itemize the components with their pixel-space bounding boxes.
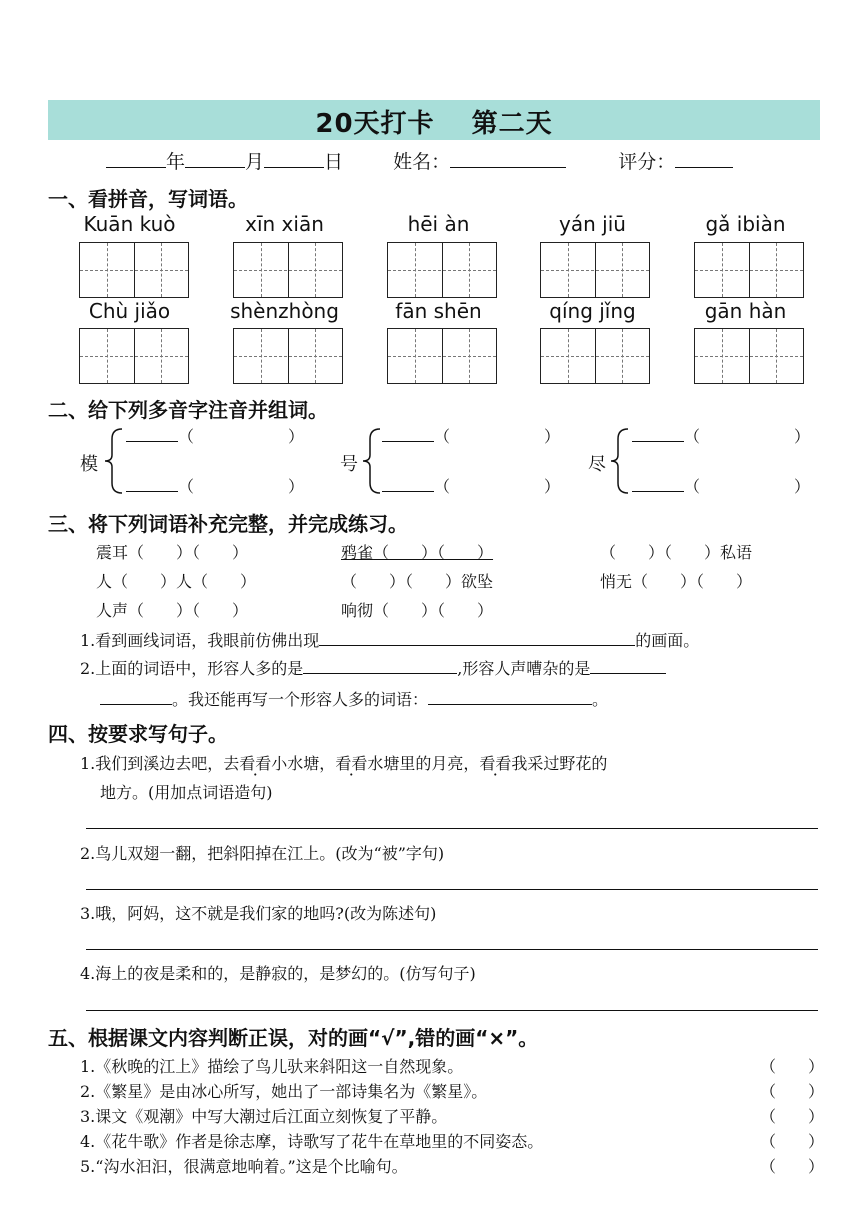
writing-grid[interactable]	[540, 242, 650, 298]
polyphone-char: 尽	[588, 454, 606, 475]
answer-blank[interactable]	[319, 644, 635, 646]
pinyin-2-5: gān hàn	[704, 299, 787, 323]
answer-line[interactable]	[86, 828, 818, 829]
year-blank[interactable]	[106, 166, 166, 168]
judge-paren[interactable]: （ ）	[760, 1082, 825, 1101]
exercise-3-2-cont: 。我还能再写一个形容人多的词语： 。	[100, 687, 608, 710]
idiom-item[interactable]: （ ）（ ）私语	[600, 543, 753, 562]
answer-line[interactable]	[86, 949, 818, 950]
sentence-task-1: 1.我们到溪边去吧，去看看小水塘，看看水塘里的月亮，看看我采过野花的	[80, 754, 608, 773]
section-3-heading: 三、将下列词语补充完整，并完成练习。	[48, 512, 408, 536]
judge-paren[interactable]: （ ）	[760, 1132, 825, 1151]
idiom-item[interactable]: 鸦雀（ ）（ ）	[341, 543, 494, 562]
answer-blank[interactable]	[303, 672, 457, 674]
polyphone-char: 模	[80, 454, 98, 475]
day-blank[interactable]	[264, 166, 324, 168]
section-5-heading: 五、根据课文内容判断正误，对的画“√”,错的画“×”。	[48, 1026, 539, 1050]
brace-icon	[360, 427, 382, 495]
section-1-heading: 一、看拼音，写词语。	[48, 187, 248, 211]
brace-icon	[102, 427, 124, 495]
section-4-heading: 四、按要求写句子。	[48, 722, 228, 746]
page-title: 20天打卡 第二天	[315, 109, 553, 139]
writing-grid[interactable]	[79, 242, 189, 298]
polyphone-blank-row[interactable]: （ ）	[126, 424, 304, 447]
answer-blank[interactable]	[590, 672, 666, 674]
exercise-3-2: 2.上面的词语中，形容人多的是 ,形容人声嘈杂的是	[80, 656, 666, 679]
polyphone-blank-row[interactable]: （ ）	[382, 474, 560, 497]
sentence-task-4: 4.海上的夜是柔和的，是静寂的，是梦幻的。(仿写句子)	[80, 964, 476, 983]
answer-line[interactable]	[86, 1010, 818, 1011]
writing-grid[interactable]	[233, 328, 343, 384]
pinyin-2-1: Chù jiǎo	[88, 299, 171, 323]
writing-grid[interactable]	[540, 328, 650, 384]
judge-paren[interactable]: （ ）	[760, 1057, 825, 1076]
score-blank[interactable]	[675, 166, 733, 168]
judge-paren[interactable]: （ ）	[760, 1157, 825, 1176]
sentence-task-2: 2.鸟儿双翅一翻，把斜阳掉在江上。(改为“被”字句)	[80, 844, 445, 863]
polyphone-blank-row[interactable]: （ ）	[632, 424, 810, 447]
exercise-3-1: 1.看到画线词语，我眼前仿佛出现 的画面。	[80, 631, 700, 650]
idiom-item[interactable]: 响彻（ ）（ ）	[341, 601, 494, 620]
judge-statement: 2.《繁星》是由冰心所写，她出了一部诗集名为《繁星》。	[80, 1082, 488, 1101]
year-label: 年	[166, 151, 186, 173]
pinyin-2-3: fān shēn	[395, 299, 482, 323]
judge-statement: 4.《花牛歌》作者是徐志摩，诗歌写了花牛在草地里的不同姿态。	[80, 1132, 544, 1151]
answer-line[interactable]	[86, 889, 818, 890]
sentence-task-3: 3.哦，阿妈，这不就是我们家的地吗?(改为陈述句)	[80, 904, 437, 923]
pinyin-1-4: yán jiū	[559, 212, 626, 236]
pinyin-1-3: hēi àn	[407, 212, 470, 236]
judge-statement: 3.课文《观潮》中写大潮过后江面立刻恢复了平静。	[80, 1107, 448, 1126]
brace-icon	[608, 427, 630, 495]
judge-statement: 5.“沟水汩汩，很满意地响着。”这是个比喻句。	[80, 1157, 408, 1176]
section-2-heading: 二、给下列多音字注音并组词。	[48, 398, 328, 422]
day-label: 日	[324, 151, 344, 173]
month-blank[interactable]	[185, 166, 245, 168]
idiom-item[interactable]: 人声（ ）（ ）	[96, 601, 249, 620]
pinyin-1-1: Kuān kuò	[83, 212, 176, 236]
polyphone-char: 号	[340, 454, 358, 475]
title-bar	[48, 100, 820, 140]
writing-grid[interactable]	[387, 242, 497, 298]
answer-blank[interactable]	[428, 703, 592, 705]
idiom-item[interactable]: 人（ ）人（ ）	[96, 572, 257, 591]
judge-statement: 1.《秋晚的江上》描绘了鸟儿驮来斜阳这一自然现象。	[80, 1057, 464, 1076]
header-line	[106, 147, 733, 174]
name-blank[interactable]	[450, 166, 566, 168]
polyphone-blank-row[interactable]: （ ）	[632, 474, 810, 497]
pinyin-2-2: shènzhòng	[230, 299, 339, 323]
idiom-item[interactable]: （ ）（ ）欲坠	[341, 572, 494, 591]
month-label: 月	[245, 151, 265, 173]
judge-paren[interactable]: （ ）	[760, 1107, 825, 1126]
name-label: 姓名：	[393, 151, 451, 173]
writing-grid[interactable]	[79, 328, 189, 384]
idiom-item[interactable]: 悄无（ ）（ ）	[600, 572, 753, 591]
writing-grid[interactable]	[233, 242, 343, 298]
idiom-item[interactable]: 震耳（ ）（ ）	[96, 543, 249, 562]
polyphone-blank-row[interactable]: （ ）	[382, 424, 560, 447]
score-label: 评分：	[618, 151, 676, 173]
pinyin-1-5: gǎ ibiàn	[705, 212, 786, 236]
pinyin-1-2: xīn xiān	[245, 212, 324, 236]
writing-grid[interactable]	[387, 328, 497, 384]
pinyin-2-4: qíng jǐng	[549, 299, 636, 323]
polyphone-blank-row[interactable]: （ ）	[126, 474, 304, 497]
writing-grid[interactable]	[694, 242, 804, 298]
writing-grid[interactable]	[694, 328, 804, 384]
answer-blank[interactable]	[100, 703, 172, 705]
sentence-task-1-cont: 地方。(用加点词语造句)	[100, 783, 273, 802]
